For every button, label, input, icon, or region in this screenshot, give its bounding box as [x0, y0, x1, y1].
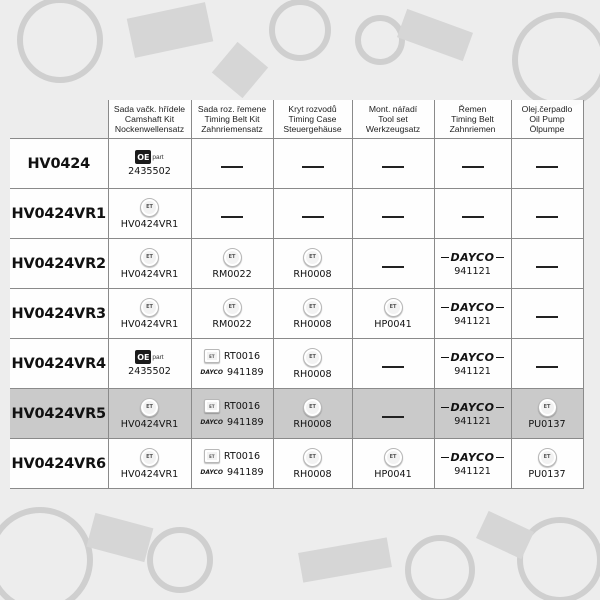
et-logo-icon: ET	[204, 399, 220, 413]
part-cell	[191, 139, 273, 189]
dayco-logo-icon: DAYCO	[445, 451, 501, 464]
part-number: RT0016	[223, 400, 261, 412]
part-number: PU0137	[528, 468, 566, 480]
header-camshaft-kit: Sada vačk. hřídele Camshaft Kit Nockenwellensatz	[108, 100, 191, 139]
part-cell	[352, 289, 434, 339]
table-row	[10, 339, 583, 389]
part-cell	[108, 139, 191, 189]
not-available-dash	[536, 166, 558, 168]
part-number: RT0016	[223, 450, 261, 462]
part-cell	[108, 289, 191, 339]
et-logo-icon: ET	[204, 349, 220, 363]
part-cell	[511, 439, 583, 489]
part-number-secondary: 941189	[226, 417, 264, 428]
not-available-dash	[462, 216, 484, 218]
part-number: RH0008	[293, 268, 332, 280]
part-cell	[273, 239, 352, 289]
part-cell	[434, 139, 511, 189]
part-number: 2435502	[128, 166, 171, 177]
part-number: RT0016	[223, 350, 261, 362]
not-available-dash	[302, 216, 324, 218]
part-number: 2435502	[128, 366, 171, 377]
part-cell	[511, 339, 583, 389]
header-oil-pump: Olej.čerpadlo Oil Pump Ölpumpe	[511, 100, 583, 139]
header-row	[10, 100, 583, 139]
model-code: HV0424VR1	[10, 189, 108, 239]
part-cell	[191, 189, 273, 239]
part-number: HP0041	[374, 468, 412, 480]
et-logo-icon: ET	[140, 198, 159, 217]
not-available-dash	[536, 266, 558, 268]
part-cell	[352, 189, 434, 239]
model-code: HV0424VR3	[10, 289, 108, 339]
et-logo-icon: ET	[140, 448, 159, 467]
dayco-logo-icon: DAYCO	[445, 401, 501, 414]
et-logo-icon: ET	[140, 398, 159, 417]
not-available-dash	[536, 216, 558, 218]
part-cell	[352, 339, 434, 389]
part-number: 941121	[454, 315, 491, 327]
not-available-dash	[221, 216, 243, 218]
table-row	[10, 389, 583, 439]
dayco-logo-icon: DAYCO	[200, 419, 223, 426]
part-cell	[434, 439, 511, 489]
et-logo-icon: ET	[384, 298, 403, 317]
model-code: HV0424VR5	[10, 389, 108, 439]
not-available-dash	[382, 416, 404, 418]
dayco-logo-icon: DAYCO	[200, 369, 223, 376]
part-cell	[511, 289, 583, 339]
model-code: HV0424	[10, 139, 108, 189]
part-cell	[434, 389, 511, 439]
oe-part-logo-icon	[135, 350, 163, 364]
part-number-secondary: 941189	[226, 367, 264, 378]
part-number: RM0022	[212, 318, 252, 330]
oe-part-text: part	[152, 153, 164, 161]
header-tool-set: Mont. nářadí Tool set Werkzeugsatz	[352, 100, 434, 139]
not-available-dash	[536, 316, 558, 318]
part-cell	[352, 389, 434, 439]
oe-mark: OE	[135, 150, 151, 164]
part-number: 941121	[454, 415, 491, 427]
part-cell	[108, 439, 191, 489]
part-cell	[273, 389, 352, 439]
part-cell	[434, 239, 511, 289]
not-available-dash	[382, 266, 404, 268]
part-number: HV0424VR1	[120, 318, 179, 330]
part-cell	[511, 139, 583, 189]
part-number: RH0008	[293, 418, 332, 430]
et-logo-icon: ET	[223, 298, 242, 317]
table-row	[10, 289, 583, 339]
et-logo-icon: ET	[140, 248, 159, 267]
et-logo-icon: ET	[538, 448, 557, 467]
part-number: 941121	[454, 265, 491, 277]
part-cell	[273, 139, 352, 189]
oe-part-logo-icon	[135, 150, 163, 164]
header-timing-belt-kit: Sada roz. řemene Timing Belt Kit Zahnriemensatz	[191, 100, 273, 139]
part-number: HV0424VR1	[120, 418, 179, 430]
table-row	[10, 139, 583, 189]
et-logo-icon: ET	[303, 348, 322, 367]
header-timing-belt: Řemen Timing Belt Zahnriemen	[434, 100, 511, 139]
not-available-dash	[302, 166, 324, 168]
part-number: RM0022	[212, 268, 252, 280]
et-logo-icon: ET	[303, 448, 322, 467]
table-row	[10, 439, 583, 489]
part-cell	[108, 339, 191, 389]
part-cell	[511, 189, 583, 239]
model-code: HV0424VR4	[10, 339, 108, 389]
et-logo-icon: ET	[303, 398, 322, 417]
part-number: HV0424VR1	[120, 468, 179, 480]
compatibility-table	[10, 100, 584, 489]
part-number: HP0041	[374, 318, 412, 330]
dayco-logo-icon: DAYCO	[445, 251, 501, 264]
not-available-dash	[382, 216, 404, 218]
part-cell	[511, 239, 583, 289]
header-corner	[10, 100, 108, 139]
et-logo-icon: ET	[204, 449, 220, 463]
header-timing-case: Kryt rozvodů Timing Case Steuergehäuse	[273, 100, 352, 139]
model-code: HV0424VR6	[10, 439, 108, 489]
dayco-logo-icon: DAYCO	[445, 301, 501, 314]
part-cell	[273, 289, 352, 339]
et-logo-icon: ET	[303, 248, 322, 267]
part-number-secondary: 941189	[226, 467, 264, 478]
part-number: 941121	[454, 365, 491, 377]
part-cell	[352, 139, 434, 189]
part-cell	[434, 189, 511, 239]
not-available-dash	[462, 166, 484, 168]
part-cell	[511, 389, 583, 439]
part-number: RH0008	[293, 468, 332, 480]
dayco-logo-icon: DAYCO	[200, 469, 223, 476]
model-code: HV0424VR2	[10, 239, 108, 289]
part-cell	[191, 239, 273, 289]
part-number: HV0424VR1	[120, 218, 179, 230]
part-number: 941121	[454, 465, 491, 477]
et-logo-icon: ET	[223, 248, 242, 267]
part-cell	[191, 389, 273, 439]
part-number: RH0008	[293, 368, 332, 380]
part-number: HV0424VR1	[120, 268, 179, 280]
part-cell	[191, 289, 273, 339]
part-cell	[108, 189, 191, 239]
part-cell	[352, 439, 434, 489]
table-row	[10, 189, 583, 239]
part-number: PU0137	[528, 418, 566, 430]
part-cell	[273, 189, 352, 239]
et-logo-icon: ET	[384, 448, 403, 467]
part-cell	[352, 239, 434, 289]
et-logo-icon: ET	[538, 398, 557, 417]
not-available-dash	[221, 166, 243, 168]
not-available-dash	[382, 166, 404, 168]
not-available-dash	[382, 366, 404, 368]
part-number: RH0008	[293, 318, 332, 330]
part-cell	[273, 339, 352, 389]
part-cell	[434, 289, 511, 339]
part-cell	[273, 439, 352, 489]
et-logo-icon: ET	[303, 298, 322, 317]
part-cell	[191, 439, 273, 489]
not-available-dash	[536, 366, 558, 368]
et-logo-icon: ET	[140, 298, 159, 317]
part-cell	[191, 339, 273, 389]
part-cell	[108, 389, 191, 439]
part-cell	[108, 239, 191, 289]
oe-mark: OE	[135, 350, 151, 364]
oe-part-text: part	[152, 353, 164, 361]
dayco-logo-icon: DAYCO	[445, 351, 501, 364]
table-row	[10, 239, 583, 289]
part-cell	[434, 339, 511, 389]
